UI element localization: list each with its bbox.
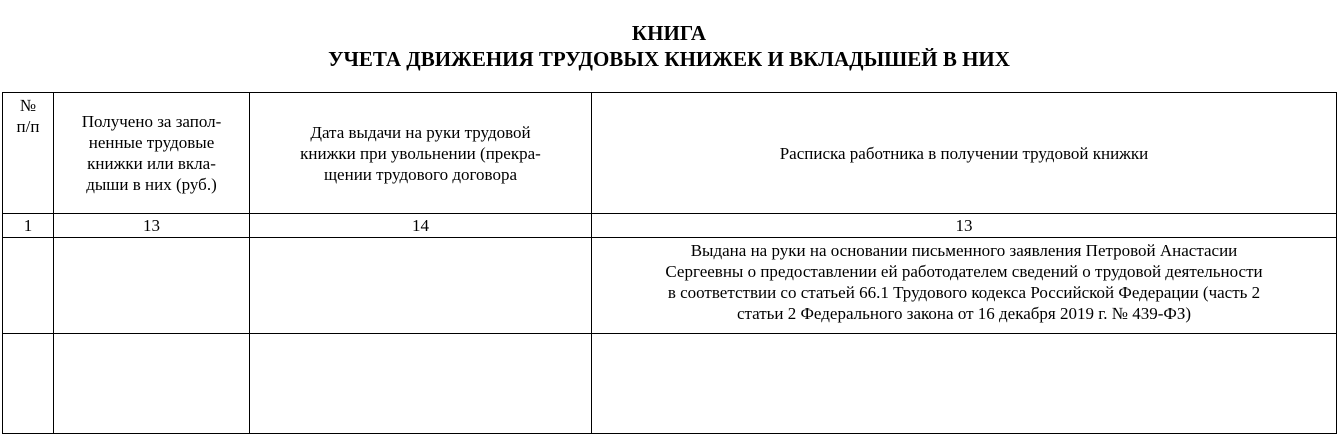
- column-number-row: [3, 214, 1337, 238]
- document-subtitle: УЧЕТА ДВИЖЕНИЯ ТРУДОВЫХ КНИЖЕК И ВКЛАДЫШЕЙ В НИХ: [328, 47, 1010, 71]
- cell-paid-amount[interactable]: [54, 238, 250, 334]
- cell-paid-amount[interactable]: [54, 334, 250, 434]
- header-receipt: Расписка работника в получении трудовой книжки: [592, 93, 1337, 214]
- ledger-table: [2, 92, 1337, 434]
- header-number: № п/п: [3, 93, 54, 214]
- column-number: 13: [592, 214, 1337, 238]
- cell-number[interactable]: [3, 334, 54, 434]
- cell-receipt[interactable]: Выдана на руки на основании письменного заявления Петровой Анастасии Сергеевны о предоставлении ей работодателем сведений о трудовой деятельности в соответствии со статьей 66.1 Трудового кодекса Российской Федерации (часть 2 статьи 2 Федерального закона от 16 декабря 2019 г. № 439-ФЗ): [592, 238, 1337, 334]
- header-paid-amount: Получено за запол- ненные трудовые книжки или вкла- дыши в них (руб.): [54, 93, 250, 214]
- column-number: 13: [54, 214, 250, 238]
- table-row: [3, 238, 1337, 334]
- cell-issue-date[interactable]: [250, 334, 592, 434]
- header-issue-date: Дата выдачи на руки трудовой книжки при увольнении (прекра- щении трудового договора: [250, 93, 592, 214]
- column-number: 1: [3, 214, 54, 238]
- header-row: [3, 93, 1337, 214]
- table-row: [3, 334, 1337, 434]
- cell-receipt[interactable]: [592, 334, 1337, 434]
- document-title: КНИГА: [631, 21, 707, 45]
- column-number: 14: [250, 214, 592, 238]
- cell-number[interactable]: [3, 238, 54, 334]
- cell-issue-date[interactable]: [250, 238, 592, 334]
